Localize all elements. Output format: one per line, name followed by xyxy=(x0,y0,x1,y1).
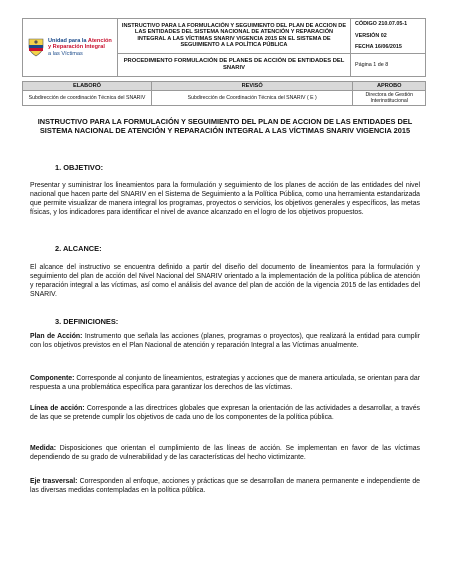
coat-of-arms-icon xyxy=(27,37,45,57)
document-code: CÓDIGO 210.07.05-1 xyxy=(355,21,408,27)
definition-text: Corresponde al conjunto de lineamientos, estrategias y acciones que de manera articulada, se orientan para dar respuesta a una problemática específica para garantizar los derechos de las víctimas. xyxy=(30,375,420,391)
approvals-table xyxy=(22,81,426,106)
definition-text: Corresponde a las directrices globales que expresan la orientación de las actividades a desarrollar, a través de las que se pretende cumplir los objetivos de cada uno de los componentes de la política pública. xyxy=(30,405,420,421)
definition-componente xyxy=(30,375,420,393)
unidad-victimas-logo xyxy=(24,35,116,59)
definition-term: Línea de acción: xyxy=(30,405,85,412)
definition-term: Componente: xyxy=(30,375,75,382)
logo-cell xyxy=(23,19,118,77)
aprobo-header: APROBO xyxy=(353,82,426,91)
procedure-name: PROCEDIMIENTO FORMULACIÓN DE PLANES DE ACCIÓN DE ENTIDADES DEL SNARIV xyxy=(118,53,351,76)
scope-paragraph: El alcance del instructivo se encuentra definido a partir del diseño del documento de lineamientos para la formulación y seguimiento del plan de acción del Nivel Nacional del SNARIV orientado a la implementación de la política pública de atención y reparación integral a las víctimas, así como el análisis del avance del plan de acción de la vigencia 2015 de las entidades del SNARIV. xyxy=(30,264,420,298)
objective-paragraph: Presentar y suministrar los lineamientos para la formulación y seguimiento de los planes de acción de las entidades del nivel nacional que hacen parte del SNARIV en el Sistema de Seguimiento a la Política Pública, como una herramienta estandarizada que permite visualizar de manera integral los programas, proyectos o servicios, los objetivos generales y específicos, las metas físicas, y los indicadores para identificar el nivel de avance alcanzado en el logro de los objetivos propuestos. xyxy=(30,182,420,216)
definition-linea-de-accion xyxy=(30,405,420,423)
definition-text: Disposiciones que orientan el cumplimiento de las líneas de acción. Se implementan en favor de las víctimas dependiendo de su grado de vulnerabilidad y de las características del hecho victimizante. xyxy=(30,445,420,461)
document-title: INSTRUCTIVO PARA LA FORMULACIÓN Y SEGUIMIENTO DEL PLAN DE ACCION DE LAS ENTIDADES DEL SISTEMA NACIONAL DE ATENCIÓN Y REPARACIÓN INTEGRAL A LAS VÍCTIMAS SNARIV VIGENCIA 2015 xyxy=(37,117,413,136)
reviso-value: Subdirección de Coordinación Técnica del SNARIV ( E ) xyxy=(151,91,353,106)
elaboro-value: Subdirección de coordinación Técnica del SNARIV xyxy=(23,91,152,106)
reviso-header: REVISÓ xyxy=(151,82,353,91)
section-definitions-heading: 3. DEFINICIONES: xyxy=(55,317,119,326)
document-header xyxy=(22,18,426,77)
elaboro-header: ELABORÓ xyxy=(23,82,152,91)
aprobo-value: Directora de Gestión Interinstitucional xyxy=(353,91,426,106)
document-date: FECHA 16/06/2015 xyxy=(355,44,402,51)
section-objective-heading: 1. OBJETIVO: xyxy=(55,163,104,172)
header-title: INSTRUCTIVO PARA LA FORMULACIÓN Y SEGUIMIENTO DEL PLAN DE ACCION DE LAS ENTIDADES DEL SISTEMA NACIONAL DE ATENCIÓN Y REPARACIÓN INTEGRAL A LAS VÍCTIMAS SNARIV VIGENCIA 2015 EN EL SISTEMA DE SEGUIMIENTO A LA POLÍTICA PÚBLICA xyxy=(118,19,351,54)
definition-term: Medida: xyxy=(30,445,57,452)
logo-line2: y Reparación Integral xyxy=(48,44,105,51)
definition-text: Instrumento que señala las acciones (planes, programas o proyectos), que realizará la entidad para cumplir con los objetivos previstos en el Plan Nacional de atención y reparación Integral a las Víctimas anualmente. xyxy=(30,333,420,349)
document-version: VERSIÓN 02 xyxy=(355,32,387,39)
definition-plan-de-accion xyxy=(30,333,420,351)
definition-medida xyxy=(30,445,420,463)
logo-line3: a las Víctimas xyxy=(48,50,83,57)
definition-eje-trasversal xyxy=(30,478,420,496)
definition-term: Eje trasversal: xyxy=(30,478,78,485)
definition-text: Corresponden al enfoque, acciones y prácticas que se desarrollan de manera permanente e independiente de las diversas medidas contempladas en la política pública. xyxy=(30,478,421,494)
page-number: Página 1 de 8 xyxy=(351,53,426,76)
logo-line1: Unidad para la xyxy=(48,37,87,44)
definition-term: Plan de Acción: xyxy=(30,333,83,340)
header-meta xyxy=(351,19,426,54)
logo-line1-red: Atención xyxy=(87,37,112,44)
section-scope-heading: 2. ALCANCE: xyxy=(55,244,102,253)
